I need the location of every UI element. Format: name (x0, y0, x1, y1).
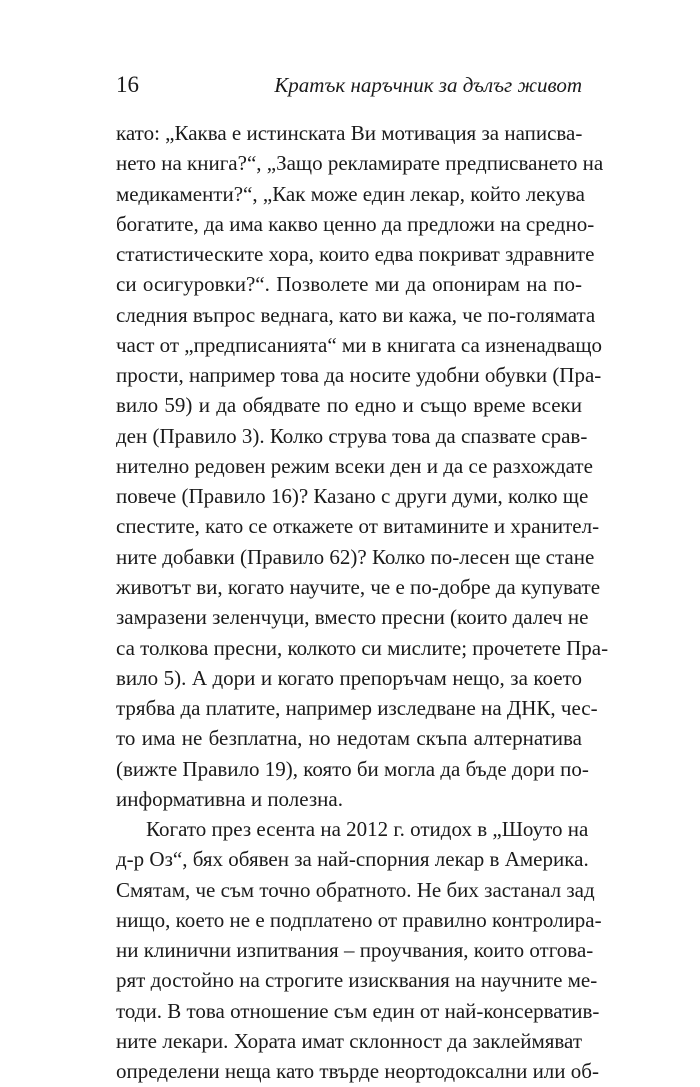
text-line: част от „предписанията“ ми в книгата са изненадващо (116, 332, 603, 357)
text-line: си осигуровки?“. Позволете ми да опонирам на по- (116, 272, 582, 297)
text-line: като: „Каква е истинската Ви мотивация за написва- (116, 121, 583, 145)
text-line: прости, например това да носите удобни обувки (Пра- (116, 363, 602, 388)
text-line: тоди. В това отношение съм един от най-консерватив- (116, 998, 600, 1023)
text-line: ните добавки (Правило 62)? Колко по-лесен ще стане (116, 544, 595, 569)
text-line: ден (Правило 3). Колко струва това да спазвате срав- (116, 423, 588, 448)
body-text (116, 118, 609, 1087)
text-line: статистическите хора, които едва покриват здравните (116, 242, 595, 267)
text-line: Смятам, че съм точно обратното. Не бих застанал зад (116, 877, 595, 902)
text-line: определени неща като твърде неортодоксални или об- (116, 1059, 599, 1084)
text-line: (вижте Правило 19), която би могла да бъде дори по- (116, 756, 589, 781)
text-line: вило 5). А дори и когато препоръчам нещо, за което (116, 665, 582, 690)
text-line: ни клинични изпитвания – проучвания, които отгова- (116, 938, 594, 963)
text-line: нето на книга?“, „Защо рекламирате предписването на (116, 151, 604, 176)
page-number: 16 (116, 72, 139, 97)
text-line: следния въпрос веднага, като ви кажа, че по-голямата (116, 302, 596, 327)
text-line: замразени зеленчуци, вместо пресни (които далеч не (116, 605, 589, 630)
text-line: повече (Правило 16)? Казано с други думи, колко ще (116, 484, 589, 509)
paragraph-first-line: Когато през есента на 2012 г. отидох в „Шоуто на (146, 817, 589, 842)
text-line: рят достойно на строгите изисквания на научните ме- (116, 968, 598, 993)
text-line: богатите, да има какво ценно да предложи на средно- (116, 211, 595, 236)
text-line: медикаменти?“, „Как може един лекар, който лекува (116, 181, 585, 206)
text-line: д-р Оз“, бях обявен за най-спорния лекар в Америка. (116, 847, 589, 872)
text-line: спестите, като се откажете от витамините и хранител- (116, 514, 600, 539)
paragraph-last-line: информативна и полезна. (116, 786, 343, 811)
text-line: трябва да платите, например изследване на ДНК, чес- (116, 696, 598, 721)
text-line: то има не безплатна, но недотам скъпа алтернатива (116, 726, 582, 751)
text-line: животът ви, когато научите, че е по-добре да купувате (116, 574, 601, 599)
text-line: са толкова пресни, колкото си мислите; прочетете Пра- (116, 635, 609, 660)
running-header (116, 70, 582, 100)
text-line: ните лекари. Хората имат склонност да заклеймяват (116, 1028, 582, 1053)
running-title: Кратък наръчник за дълъг живот (274, 73, 582, 97)
text-line: нително редовен режим всеки ден и да се разхождате (116, 453, 593, 478)
text-line: нищо, което не е подплатено от правилно контролира- (116, 907, 602, 932)
text-line: вило 59) и да обядвате по едно и също време всеки (116, 393, 582, 418)
